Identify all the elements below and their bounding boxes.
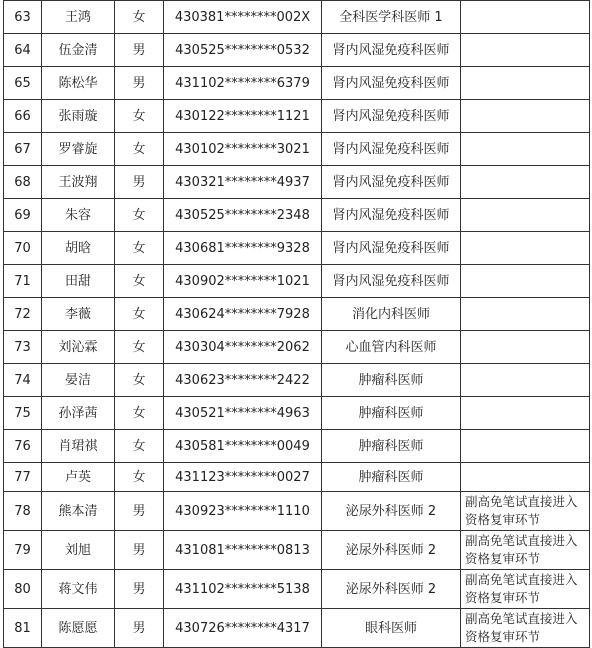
candidate-table-body	[4, 1, 590, 648]
table-row	[4, 232, 590, 265]
id-number-cell: 430923********1110	[164, 492, 322, 531]
remark-cell	[461, 1, 590, 34]
remark-cell	[461, 133, 590, 166]
gender-cell: 男	[115, 531, 164, 570]
remark-cell	[461, 34, 590, 67]
candidate-name-cell: 肖珺祺	[42, 430, 115, 463]
table-row	[4, 609, 590, 648]
remark-cell: 副高免笔试直接进入资格复审环节	[461, 531, 590, 570]
candidate-name-cell: 罗睿旋	[42, 133, 115, 166]
candidate-name-cell: 刘沁霖	[42, 331, 115, 364]
gender-cell: 女	[115, 463, 164, 492]
position-cell: 泌尿外科医师 2	[322, 531, 461, 570]
candidate-name-cell: 晏洁	[42, 364, 115, 397]
id-number-cell: 430381********002X	[164, 1, 322, 34]
table-row	[4, 331, 590, 364]
candidate-table	[3, 0, 590, 648]
candidate-name-cell: 张雨璇	[42, 100, 115, 133]
remark-cell	[461, 397, 590, 430]
row-number-cell: 77	[4, 463, 42, 492]
row-number-cell: 75	[4, 397, 42, 430]
position-cell: 肾内风湿免疫科医师	[322, 265, 461, 298]
table-row	[4, 463, 590, 492]
gender-cell: 男	[115, 67, 164, 100]
remark-cell	[461, 430, 590, 463]
position-cell: 肾内风湿免疫科医师	[322, 133, 461, 166]
row-number-cell: 78	[4, 492, 42, 531]
candidate-name-cell: 孙泽茜	[42, 397, 115, 430]
table-row	[4, 397, 590, 430]
row-number-cell: 68	[4, 166, 42, 199]
table-row	[4, 364, 590, 397]
table-row	[4, 166, 590, 199]
table-row	[4, 298, 590, 331]
id-number-cell: 431102********6379	[164, 67, 322, 100]
position-cell: 肾内风湿免疫科医师	[322, 232, 461, 265]
id-number-cell: 430122********1121	[164, 100, 322, 133]
table-row	[4, 133, 590, 166]
id-number-cell: 430623********2422	[164, 364, 322, 397]
candidate-name-cell: 蒋文伟	[42, 570, 115, 609]
id-number-cell: 430902********1021	[164, 265, 322, 298]
table-row	[4, 67, 590, 100]
row-number-cell: 66	[4, 100, 42, 133]
remark-cell: 副高免笔试直接进入资格复审环节	[461, 570, 590, 609]
row-number-cell: 73	[4, 331, 42, 364]
position-cell: 肿瘤科医师	[322, 463, 461, 492]
gender-cell: 男	[115, 34, 164, 67]
remark-cell	[461, 199, 590, 232]
position-cell: 泌尿外科医师 2	[322, 492, 461, 531]
position-cell: 肾内风湿免疫科医师	[322, 199, 461, 232]
table-row	[4, 199, 590, 232]
remark-cell	[461, 67, 590, 100]
row-number-cell: 74	[4, 364, 42, 397]
id-number-cell: 430521********4963	[164, 397, 322, 430]
candidate-name-cell: 熊本清	[42, 492, 115, 531]
table-row	[4, 1, 590, 34]
gender-cell: 女	[115, 133, 164, 166]
table-row	[4, 100, 590, 133]
id-number-cell: 430681********9328	[164, 232, 322, 265]
gender-cell: 男	[115, 609, 164, 648]
position-cell: 泌尿外科医师 2	[322, 570, 461, 609]
gender-cell: 男	[115, 166, 164, 199]
remark-cell	[461, 232, 590, 265]
candidate-name-cell: 田甜	[42, 265, 115, 298]
row-number-cell: 79	[4, 531, 42, 570]
candidate-name-cell: 卢英	[42, 463, 115, 492]
row-number-cell: 71	[4, 265, 42, 298]
row-number-cell: 67	[4, 133, 42, 166]
row-number-cell: 65	[4, 67, 42, 100]
table-row	[4, 531, 590, 570]
position-cell: 肾内风湿免疫科医师	[322, 67, 461, 100]
id-number-cell: 430304********2062	[164, 331, 322, 364]
gender-cell: 女	[115, 1, 164, 34]
remark-cell	[461, 331, 590, 364]
remark-cell	[461, 265, 590, 298]
position-cell: 心血管内科医师	[322, 331, 461, 364]
position-cell: 眼科医师	[322, 609, 461, 648]
candidate-name-cell: 王波翔	[42, 166, 115, 199]
remark-cell	[461, 364, 590, 397]
candidate-name-cell: 伍金清	[42, 34, 115, 67]
gender-cell: 女	[115, 265, 164, 298]
gender-cell: 女	[115, 364, 164, 397]
id-number-cell: 431081********0813	[164, 531, 322, 570]
gender-cell: 女	[115, 430, 164, 463]
position-cell: 肿瘤科医师	[322, 364, 461, 397]
position-cell: 肿瘤科医师	[322, 430, 461, 463]
table-row	[4, 492, 590, 531]
id-number-cell: 430525********0532	[164, 34, 322, 67]
candidate-name-cell: 李薇	[42, 298, 115, 331]
id-number-cell: 430581********0049	[164, 430, 322, 463]
remark-cell: 副高免笔试直接进入资格复审环节	[461, 492, 590, 531]
position-cell: 肿瘤科医师	[322, 397, 461, 430]
row-number-cell: 80	[4, 570, 42, 609]
row-number-cell: 72	[4, 298, 42, 331]
gender-cell: 男	[115, 492, 164, 531]
row-number-cell: 70	[4, 232, 42, 265]
position-cell: 消化内科医师	[322, 298, 461, 331]
table-row	[4, 265, 590, 298]
position-cell: 肾内风湿免疫科医师	[322, 100, 461, 133]
remark-cell	[461, 463, 590, 492]
gender-cell: 女	[115, 199, 164, 232]
gender-cell: 女	[115, 397, 164, 430]
table-row	[4, 34, 590, 67]
remark-cell	[461, 298, 590, 331]
row-number-cell: 81	[4, 609, 42, 648]
gender-cell: 男	[115, 570, 164, 609]
gender-cell: 女	[115, 100, 164, 133]
gender-cell: 女	[115, 298, 164, 331]
candidate-name-cell: 胡晗	[42, 232, 115, 265]
id-number-cell: 430321********4937	[164, 166, 322, 199]
candidate-name-cell: 刘旭	[42, 531, 115, 570]
id-number-cell: 431102********5138	[164, 570, 322, 609]
position-cell: 全科医学科医师 1	[322, 1, 461, 34]
position-cell: 肾内风湿免疫科医师	[322, 34, 461, 67]
remark-cell	[461, 100, 590, 133]
remark-cell: 副高免笔试直接进入资格复审环节	[461, 609, 590, 648]
id-number-cell: 431123********0027	[164, 463, 322, 492]
id-number-cell: 430726********4317	[164, 609, 322, 648]
candidate-name-cell: 陈愿愿	[42, 609, 115, 648]
candidate-name-cell: 朱容	[42, 199, 115, 232]
remark-cell	[461, 166, 590, 199]
id-number-cell: 430624********7928	[164, 298, 322, 331]
candidate-name-cell: 陈松华	[42, 67, 115, 100]
id-number-cell: 430525********2348	[164, 199, 322, 232]
table-row	[4, 430, 590, 463]
gender-cell: 女	[115, 232, 164, 265]
row-number-cell: 69	[4, 199, 42, 232]
table-row	[4, 570, 590, 609]
row-number-cell: 64	[4, 34, 42, 67]
row-number-cell: 63	[4, 1, 42, 34]
id-number-cell: 430102********3021	[164, 133, 322, 166]
gender-cell: 女	[115, 331, 164, 364]
candidate-name-cell: 王鸿	[42, 1, 115, 34]
position-cell: 肾内风湿免疫科医师	[322, 166, 461, 199]
row-number-cell: 76	[4, 430, 42, 463]
